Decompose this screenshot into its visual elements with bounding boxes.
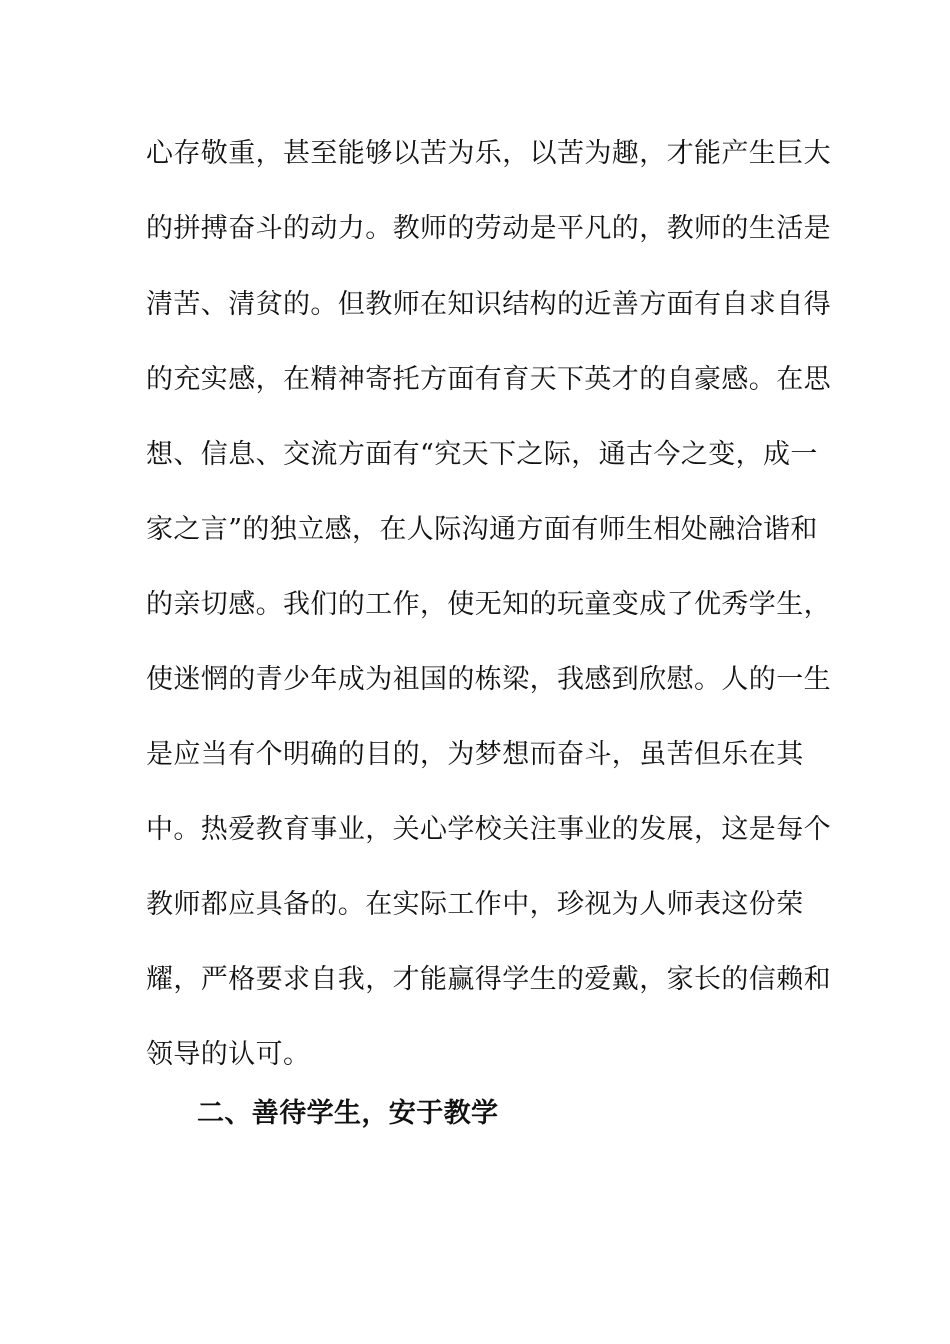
paragraph-line: 的拼搏奋斗的动力。教师的劳动是平凡的，教师的生活是 bbox=[146, 213, 831, 244]
paragraph-line: 心存敬重，甚至能够以苦为乐，以苦为趣，才能产生巨大 bbox=[146, 138, 831, 169]
paragraph-line: 教师都应具备的。在实际工作中，珍视为人师表这份荣 bbox=[146, 889, 804, 920]
paragraph-line: 的亲切感。我们的工作，使无知的玩童变成了优秀学生， bbox=[146, 589, 831, 620]
paragraph-line: 领导的认可。 bbox=[146, 1039, 311, 1070]
paragraph-line: 使迷惘的青少年成为祖国的栋梁，我感到欣慰。人的一生 bbox=[146, 664, 831, 695]
paragraph-line: 中。热爱教育事业，关心学校关注事业的发展，这是每个 bbox=[146, 814, 831, 845]
paragraph-line: 想、信息、交流方面有“究天下之际，通古今之变，成一 bbox=[146, 439, 818, 470]
paragraph-line: 耀，严格要求自我，才能赢得学生的爱戴，家长的信赖和 bbox=[146, 964, 831, 995]
paragraph-line: 清苦、清贫的。但教师在知识结构的近善方面有自求自得 bbox=[146, 289, 831, 320]
paragraph-line: 是应当有个明确的目的，为梦想而奋斗，虽苦但乐在其 bbox=[146, 739, 804, 770]
section-heading: 二、善待学生，安于教学 bbox=[197, 1098, 499, 1129]
paragraph-line: 家之言”的独立感，在人际沟通方面有师生相处融洽谐和 bbox=[146, 514, 818, 545]
paragraph-line: 的充实感，在精神寄托方面有育天下英才的自豪感。在思 bbox=[146, 364, 831, 395]
